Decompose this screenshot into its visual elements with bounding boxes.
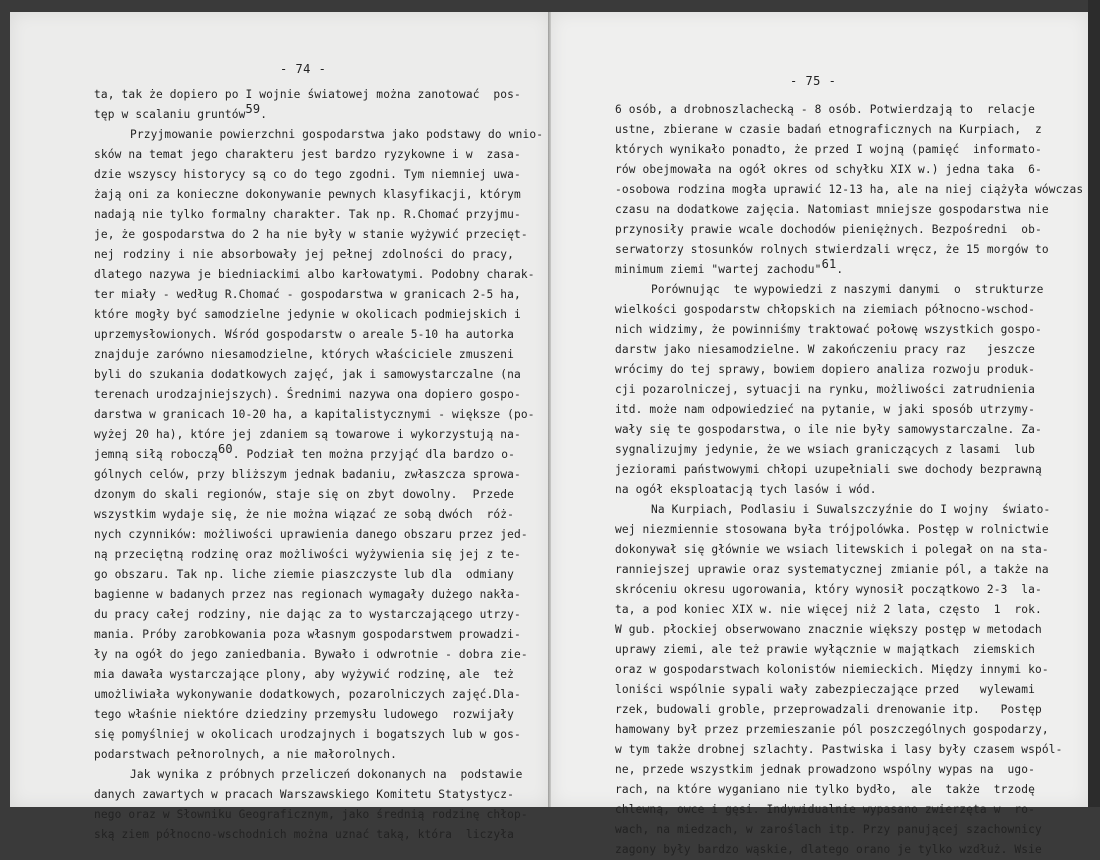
line-text: je, że gospodarstwa do 2 ha nie były w stanie wyżywić przecięt- xyxy=(94,228,528,241)
text-line xyxy=(94,265,535,285)
text-line xyxy=(94,205,521,225)
footnote-marker: 61 xyxy=(821,257,837,271)
line-text: które mogły być samodzielne jedynie w okolicach podmiejskich i xyxy=(94,308,521,321)
line-text: Na Kurpiach, Podlasiu i Suwalszczyźnie do I wojny świato- xyxy=(651,503,1051,516)
text-line xyxy=(615,480,1035,500)
line-text: go obszaru. Tak np. liche ziemie piaszczyste lub dla odmiany xyxy=(94,568,515,581)
line-text: sygnalizujmy jedynie, że we wsiach graniczących z lasami lub xyxy=(615,443,1036,456)
text-line xyxy=(94,625,521,645)
text-line xyxy=(94,325,514,345)
line-text: ną przeciętną rodzinę oraz możliwości wyżywienia się jej z te- xyxy=(94,548,521,561)
text-line xyxy=(94,365,521,385)
text-line xyxy=(94,145,521,165)
text-line xyxy=(615,340,1035,360)
text-line xyxy=(615,360,1035,380)
text-line xyxy=(615,760,1035,780)
text-line xyxy=(615,200,1049,220)
line-text: bagienne w badanych przez nas regionach wymagały dużego nakła- xyxy=(94,588,521,601)
line-text: czasu na dodatkowe zajęcia. Natomiast mniejsze gospodarstwa nie xyxy=(615,203,1049,216)
text-line xyxy=(615,620,1042,640)
line-text: rach, na które wyganiano nie tylko bydło, ale także trzodę xyxy=(615,783,1036,796)
text-line xyxy=(94,805,528,825)
text-line xyxy=(615,380,1035,400)
text-line xyxy=(94,705,514,725)
line-text: darstw jako niesamodzielne. W zakończeniu pracy raz jeszcze xyxy=(615,343,1036,356)
line-text: ską ziem północno-wschodnich można uznać taką, która liczyła xyxy=(94,828,515,841)
line-text: chlewną, owce i gęsi. Indywidualnie wypasano zwierzęta w ro- xyxy=(615,803,1036,816)
text-line xyxy=(94,385,521,405)
line-text: się pomyślniej w okolicach urodzajnych i bogatszych lub w gos- xyxy=(94,728,521,741)
text-line xyxy=(615,400,1035,420)
line-text: ranniejszej uprawie oraz systematycznej zmianie pól, a także na xyxy=(615,563,1049,576)
text-line xyxy=(615,680,1035,700)
line-text: dokonywał się głównie we wsiach litewskich i polegał on na sta- xyxy=(615,543,1049,556)
line-text: uprzemysłowionych. Wśród gospodarstw o areale 5-10 ha autorka xyxy=(94,328,515,341)
line-text: nadają nie tylko formalny charakter. Tak np. R.Chomać przyjmu- xyxy=(94,208,521,221)
text-line xyxy=(615,800,1035,820)
right-page xyxy=(551,12,1088,856)
text-line xyxy=(94,225,528,245)
line-text: wej niezmiennie stosowana była trójpolówka. Postęp w rolnictwie xyxy=(615,523,1049,536)
text-line xyxy=(94,645,528,665)
line-text: wszystkim wydaje się, że nie można wiązać ze sobą dwóch róż- xyxy=(94,508,515,521)
text-line xyxy=(615,540,1049,560)
text-line xyxy=(94,665,514,685)
line-text: hamowany był przez przemieszanie pól poszczególnych gospodarzy, xyxy=(615,723,1049,736)
text-line xyxy=(615,520,1049,540)
text-line xyxy=(94,345,514,365)
text-line xyxy=(94,425,521,445)
text-line xyxy=(615,140,1042,160)
text-line xyxy=(94,305,521,325)
line-text: mania. Próby zarobkowania poza własnym gospodarstwem prowadzi- xyxy=(94,628,521,641)
text-line xyxy=(94,605,521,625)
text-line xyxy=(615,660,1049,680)
text-line xyxy=(615,460,1042,480)
line-text: Przyjmowanie powierzchni gospodarstwa jako podstawy do wnio- xyxy=(130,128,544,141)
line-text: serwatorzy stosunków rolnych stwierdzali wręcz, że 15 morgów to xyxy=(615,243,1049,256)
line-text: nego oraz w Słowniku Geograficznym, jako średnią rodzinę chłop- xyxy=(94,808,528,821)
line-text: mia dawała wystarczające plony, aby wyżywić rodzinę, ale też xyxy=(94,668,515,681)
line-text: uprawy ziemi, ale też prawie wyłącznie w majątkach ziemskich xyxy=(615,643,1036,656)
page-number: - 75 - xyxy=(790,74,837,88)
text-line xyxy=(94,125,544,145)
line-text: cji pozarolniczej, sytuacji na rynku, możliwości zatrudnienia xyxy=(615,383,1036,396)
line-text: żają oni za konieczne dokonywanie pewnych klasyfikacji, którym xyxy=(94,188,521,201)
line-text: umożliwiała wykonywanie dodatkowych, pozarolniczych zajęć.Dla- xyxy=(94,688,521,701)
line-text: -osobowa rodzina mogła uprawić 12-13 ha, ale na niej ciążyła wówczas xyxy=(615,183,1084,196)
text-line xyxy=(615,580,1042,600)
line-text: terenach urodzajniejszych). Średnimi nazywa ona dopiero gospo- xyxy=(94,388,521,401)
line-text-continued: . xyxy=(836,263,844,276)
text-line xyxy=(615,120,1042,140)
line-text: wielkości gospodarstw chłopskich na ziemiach północno-wschod- xyxy=(615,303,1036,316)
text-line xyxy=(615,440,1035,460)
line-text: ły na ogół do jego zaniedbania. Bywało i odwrotnie - dobra zie- xyxy=(94,648,528,661)
line-text: wyżej 20 ha), które jej zdaniem są towarowe i wykorzystują na- xyxy=(94,428,521,441)
text-line xyxy=(615,700,1042,720)
footnote-marker: 60 xyxy=(217,442,233,456)
line-text: zagony były bardzo wąskie, dlatego orano je tylko wzdłuż. Wsie xyxy=(615,843,1042,856)
text-line xyxy=(94,85,521,105)
line-text: podarstwach pełnorolnych, a nie małorolnych. xyxy=(94,748,397,761)
text-line xyxy=(615,220,1042,240)
text-line xyxy=(94,785,514,805)
text-line xyxy=(615,420,1042,440)
line-text: danych zawartych w pracach Warszawskiego Komitetu Statystycz- xyxy=(94,788,515,801)
line-text: dzie wszyscy historycy są co do tego zgodni. Tym niemniej uwa- xyxy=(94,168,521,181)
line-text: ter miały - według R.Chomać - gospodarstwa w granicach 2-5 ha, xyxy=(94,288,521,301)
text-line xyxy=(94,102,514,125)
text-line xyxy=(615,180,1084,200)
text-line xyxy=(94,442,516,465)
text-line xyxy=(94,405,535,425)
text-line xyxy=(615,640,1035,660)
text-line xyxy=(94,165,521,185)
line-text: przynosiły prawie wcale dochodów pieniężnych. Bezpośredni ob- xyxy=(615,223,1042,236)
text-line xyxy=(615,840,1042,860)
line-text: minimum ziemi "wartej zachodu" xyxy=(615,263,822,276)
text-line xyxy=(615,560,1049,580)
line-text: Porównując te wypowiedzi z naszymi danymi o strukturze xyxy=(651,283,1044,296)
text-line xyxy=(94,545,521,565)
line-text: du pracy całej rodziny, nie dając za to wystarczającego utrzy- xyxy=(94,608,521,621)
line-text-continued: . Podział ten można przyjąć dla bardzo o- xyxy=(232,448,516,461)
line-text: rzek, budowali groble, przeprowadzali drenowanie itp. Postęp xyxy=(615,703,1042,716)
left-page xyxy=(10,12,550,841)
line-text: dzonym do skali regionów, staje się on zbyt dowolny. Przede xyxy=(94,488,514,501)
text-line xyxy=(615,720,1049,740)
line-text: jemną siłą roboczą xyxy=(94,448,218,461)
line-text: na ogół eksploatacją tych lasów i wód. xyxy=(615,483,877,496)
text-line xyxy=(615,320,1042,340)
line-text: ne, przede wszystkim jednak prowadzono wspólny wypas na ugo- xyxy=(615,763,1036,776)
line-text: jeziorami państwowymi chłopi uzupełniali swe dochody bezprawną xyxy=(615,463,1042,476)
line-text: wały się te gospodarstwa, o ile nie były samowystarczalne. Za- xyxy=(615,423,1042,436)
page-number: - 74 - xyxy=(280,62,327,76)
text-line xyxy=(94,245,514,265)
text-line xyxy=(94,485,514,505)
scanner-edge xyxy=(1088,0,1100,807)
line-text: znajduje zarówno niesamodzielne, których właściciele zmuszeni xyxy=(94,348,515,361)
left-page-text xyxy=(94,85,544,845)
text-line xyxy=(94,585,521,605)
line-text: 6 osób, a drobnoszlachecką - 8 osób. Potwierdzają to relacje xyxy=(615,103,1036,116)
text-line xyxy=(94,525,528,545)
line-text-continued: . xyxy=(260,108,268,121)
text-line xyxy=(615,300,1035,320)
text-line xyxy=(615,780,1035,800)
line-text: nej rodziny i nie absorbowały jej pełnej zdolności do pracy, xyxy=(94,248,514,261)
line-text: ta, a pod koniec XIX w. nie więcej niż 2 lata, często 1 rok. xyxy=(615,603,1042,616)
line-text: wrócimy do tej sprawy, bowiem dopiero analiza rozwoju produk- xyxy=(615,363,1036,376)
line-text: których wynikało ponadto, że przed I wojną (pamięć informato- xyxy=(615,143,1042,156)
line-text: sków na temat jego charakteru jest bardzo ryzykowne i w zasa- xyxy=(94,148,521,161)
text-line xyxy=(94,185,521,205)
line-text: skróceniu okresu ugorowania, który wynosił początkowo 2-3 la- xyxy=(615,583,1042,596)
line-text: darstwa w granicach 10-20 ha, a kapitalistycznymi - większe (po- xyxy=(94,408,535,421)
text-line xyxy=(615,600,1042,620)
text-line xyxy=(94,725,521,745)
text-line xyxy=(94,505,514,525)
line-text: tęp w scalaniu gruntów xyxy=(94,108,246,121)
line-text: gólnych celów, przy bliższym jednak badaniu, zwłaszcza sprowa- xyxy=(94,468,521,481)
line-text: w tym także drobnej szlachty. Pastwiska i lasy były czasem wspól- xyxy=(615,743,1063,756)
footnote-marker: 59 xyxy=(245,102,261,116)
line-text: tego właśnie niektóre dziedziny przemysłu ludowego rozwijały xyxy=(94,708,515,721)
line-text: oraz w gospodarstwach kolonistów niemieckich. Między innymi ko- xyxy=(615,663,1049,676)
line-text: loniści wspólnie sypali wały zabezpieczające przed wylewami xyxy=(615,683,1036,696)
text-line xyxy=(94,565,514,585)
text-line xyxy=(94,465,521,485)
text-line xyxy=(615,820,1042,840)
right-page-text xyxy=(615,100,1084,860)
text-line xyxy=(615,280,1044,300)
line-text: Jak wynika z próbnych przeliczeń dokonanych na podstawie xyxy=(130,768,523,781)
line-text: nich widzimy, że powinniśmy traktować połowę wszystkich gospo- xyxy=(615,323,1042,336)
line-text: nych czynników: możliwości uprawienia danego obszaru przez jed- xyxy=(94,528,528,541)
text-line xyxy=(615,100,1035,120)
text-line xyxy=(615,500,1051,520)
text-line xyxy=(94,745,514,765)
text-line xyxy=(94,765,523,785)
line-text: itd. może nam odpowiedzieć na pytanie, w jaki sposób utrzymy- xyxy=(615,403,1036,416)
line-text: wach, na miedzach, w zaroślach itp. Przy panującej szachownicy xyxy=(615,823,1042,836)
text-line xyxy=(94,825,514,845)
line-text: W gub. płockiej obserwowano znacznie większy postęp w metodach xyxy=(615,623,1042,636)
text-line xyxy=(615,740,1063,760)
line-text: ustne, zbierane w czasie badań etnograficznych na Kurpiach, z xyxy=(615,123,1042,136)
text-line xyxy=(94,285,521,305)
line-text: ta, tak że dopiero po I wojnie światowej można zanotować pos- xyxy=(94,88,521,101)
line-text: dlatego nazywa je biedniackimi albo karłowatymi. Podobny charak- xyxy=(94,268,535,281)
line-text: rów obejmowała na ogół okres od schyłku XIX w.) jedna taka 6- xyxy=(615,163,1042,176)
text-line xyxy=(615,160,1042,180)
line-text: byli do szukania dodatkowych zajęć, jak i samowystarczalne (na xyxy=(94,368,521,381)
text-line xyxy=(94,685,521,705)
text-line xyxy=(615,257,1035,280)
